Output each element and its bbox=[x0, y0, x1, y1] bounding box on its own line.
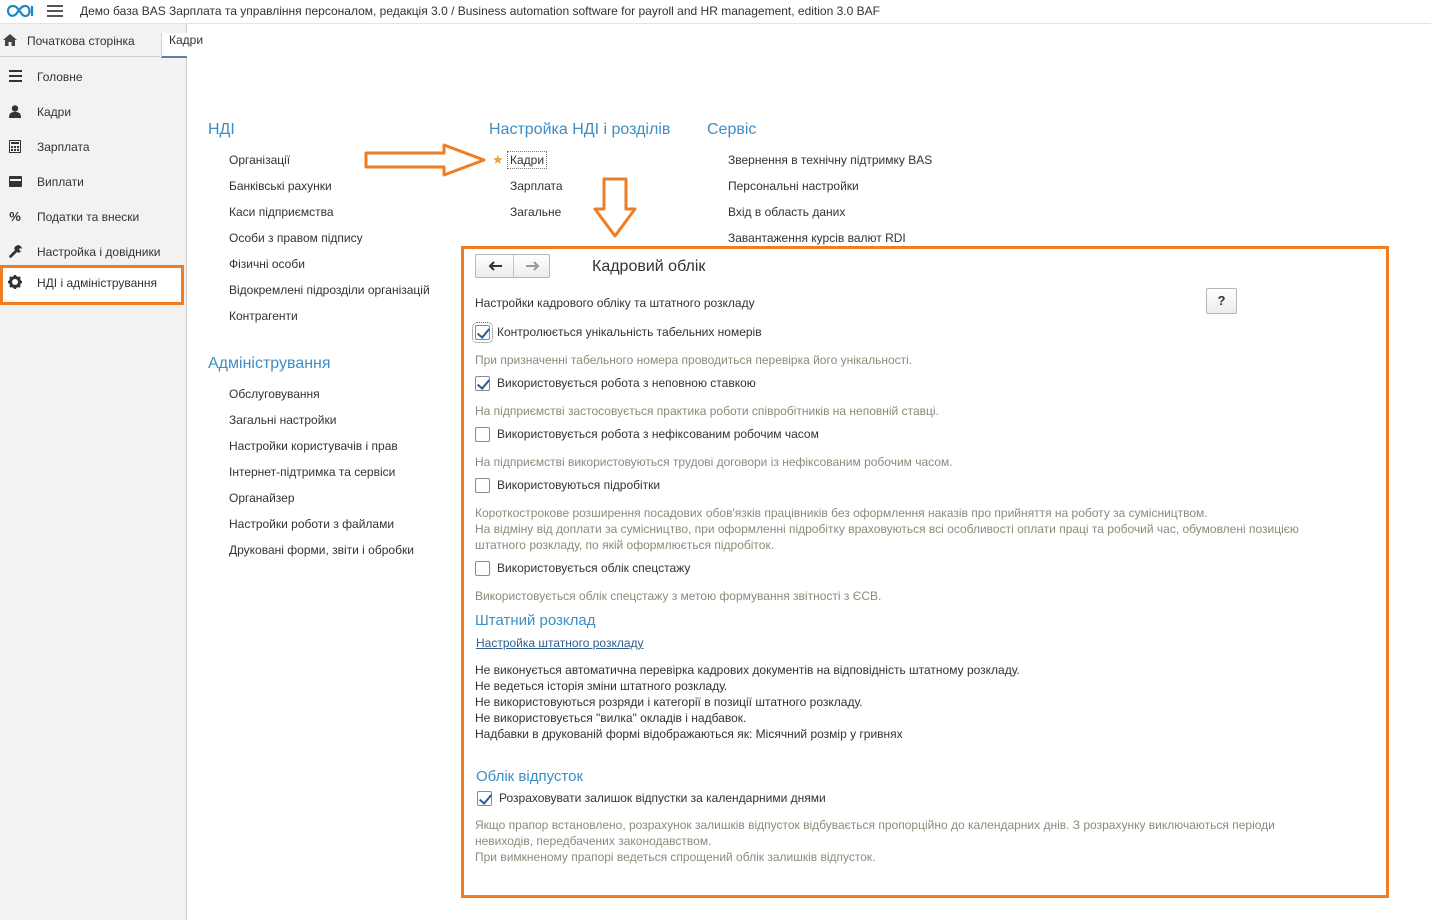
link-signatories[interactable]: Особи з правом підпису bbox=[229, 231, 363, 245]
sidebar-item-label: Податки та внески bbox=[37, 210, 140, 224]
checkbox-label: Використовується робота з неповною ставкою bbox=[497, 376, 756, 390]
sidebar-item-main[interactable] bbox=[0, 59, 187, 93]
title-bar bbox=[0, 0, 1431, 24]
sidebar-item-ndi-admin[interactable] bbox=[0, 265, 184, 305]
checkbox-label: Використовується облік спецстажу bbox=[497, 561, 691, 575]
hr-settings-panel bbox=[461, 246, 1389, 898]
person-icon bbox=[8, 104, 22, 118]
back-button[interactable] bbox=[476, 255, 513, 277]
option-hint-line: На відміну від доплати за сумісництво, при оформленні підробітку враховуються всі особливості оплати праці та робочий час, обумовлені позицією bbox=[475, 522, 1299, 536]
vacation-hint-line: При вимкненому прапорі ведеться спрощений облік залишків відпусток. bbox=[475, 850, 876, 864]
checkbox[interactable] bbox=[475, 561, 490, 576]
right-arrow-annotation-icon bbox=[364, 143, 488, 177]
nav-buttons bbox=[475, 254, 550, 278]
link-counterparties[interactable]: Контрагенти bbox=[229, 309, 298, 323]
gear-icon bbox=[8, 275, 22, 289]
wallet-icon bbox=[8, 174, 22, 188]
sidebar-item-label: Кадри bbox=[37, 105, 72, 119]
arrow-right-icon bbox=[526, 261, 540, 271]
link-data-area-login[interactable]: Вхід в область даних bbox=[728, 205, 846, 219]
link-maintenance[interactable]: Обслуговування bbox=[229, 387, 320, 401]
link-general-settings[interactable]: Загальні настройки bbox=[229, 413, 337, 427]
checkbox[interactable] bbox=[475, 325, 490, 340]
checkbox[interactable] bbox=[475, 427, 490, 442]
section-service-title: Сервіс bbox=[707, 121, 757, 138]
tab-hr[interactable] bbox=[161, 33, 204, 58]
option-hint: На підприємстві використовуються трудові договори із нефіксованим робочим часом. bbox=[475, 455, 953, 469]
tab-home[interactable] bbox=[0, 24, 160, 57]
favorite-star-icon[interactable]: ★ bbox=[492, 152, 504, 167]
option-hint: Використовується облік спецстажу з метою формування звітності з ЄСВ. bbox=[475, 589, 882, 603]
link-settings-hr[interactable]: Кадри bbox=[507, 151, 547, 169]
link-currency-rates[interactable]: Завантаження курсів валют RDI bbox=[728, 231, 906, 245]
link-individuals[interactable]: Фізичні особи bbox=[229, 257, 305, 271]
panel-subtitle: Настройки кадрового обліку та штатного розкладу bbox=[475, 296, 755, 310]
checkbox-label: Використовуються підробітки bbox=[497, 478, 661, 492]
checkbox-label: Розраховувати залишок відпустки за календарними днями bbox=[499, 791, 826, 805]
calculator-icon bbox=[8, 139, 22, 153]
main-menu-icon[interactable] bbox=[47, 5, 63, 17]
option-hint-line: Короткострокове розширення посадових обов'язків працівників без оформлення наказів про прийняття на роботу за сумісництвом. bbox=[475, 506, 1208, 520]
link-settings-salary[interactable]: Зарплата bbox=[510, 179, 563, 193]
bas-logo-icon[interactable] bbox=[5, 3, 35, 19]
arrow-left-icon bbox=[488, 261, 502, 271]
percent-icon: % bbox=[9, 208, 21, 224]
vacation-hint-line: невиходів, передбачених законодавством. bbox=[475, 834, 712, 848]
checkbox[interactable] bbox=[475, 478, 490, 493]
sidebar-item-label: НДІ і адміністрування bbox=[37, 276, 158, 290]
staffing-settings-link[interactable]: Настройка штатного розкладу bbox=[476, 636, 644, 650]
option-hint: На підприємстві застосовується практика роботи співробітників на неповній ставці. bbox=[475, 404, 939, 418]
link-print-forms[interactable]: Друковані форми, звіти і обробки bbox=[229, 543, 414, 557]
link-personal-settings[interactable]: Персональні настройки bbox=[728, 179, 859, 193]
panel-title: Кадровий облік bbox=[592, 258, 706, 275]
app-title: Демо база BAS Зарплата та управління персоналом, редакція 3.0 / Business automation software for payroll and HR management, edition 3.0 BAF bbox=[80, 4, 880, 18]
sidebar-item-label: Виплати bbox=[37, 175, 84, 189]
section-settings-title: Настройка НДІ і розділів bbox=[489, 121, 671, 138]
help-button[interactable]: ? bbox=[1206, 288, 1237, 314]
staffing-line: Не ведеться історія зміни штатного розкладу. bbox=[475, 679, 728, 693]
sidebar-item-settings[interactable] bbox=[0, 234, 187, 268]
link-organizations[interactable]: Організації bbox=[229, 153, 291, 167]
link-file-settings[interactable]: Настройки роботи з файлами bbox=[229, 517, 395, 531]
vacation-title: Облік відпусток bbox=[476, 768, 584, 785]
sidebar-item-label: Головне bbox=[37, 70, 83, 84]
menu-lines-icon bbox=[8, 69, 22, 83]
home-icon bbox=[3, 34, 17, 46]
staffing-title: Штатний розклад bbox=[475, 612, 596, 629]
link-cash-desks[interactable]: Каси підприємства bbox=[229, 205, 334, 219]
link-bank-accounts[interactable]: Банківські рахунки bbox=[229, 179, 332, 193]
link-settings-general[interactable]: Загальне bbox=[510, 205, 562, 219]
sidebar-item-payments[interactable] bbox=[0, 164, 187, 198]
staffing-line: Не використовуються розряди і категорії в позиції штатного розкладу. bbox=[475, 695, 863, 709]
tab-hr-label: Кадри bbox=[169, 33, 204, 47]
staffing-line: Не використовується "вилка" окладів і надбавок. bbox=[475, 711, 747, 725]
option-hint: При призначенні табельного номера проводиться перевірка його унікальності. bbox=[475, 353, 913, 367]
link-subdivisions[interactable]: Відокремлені підрозділи організацій bbox=[229, 283, 430, 297]
option-hint-line: штатного розкладу, по якій оформлюється підробіток. bbox=[475, 538, 775, 552]
vacation-hint-line: Якщо прапор встановлено, розрахунок залишків відпусток відбувається пропорційно до календарних днів. З розрахунку виключаються періоди bbox=[475, 818, 1275, 832]
link-organizer[interactable]: Органайзер bbox=[229, 491, 295, 505]
sidebar-item-hr[interactable] bbox=[0, 94, 187, 128]
sidebar-item-label: Зарплата bbox=[37, 140, 90, 154]
forward-button[interactable] bbox=[514, 255, 551, 277]
link-internet-support[interactable]: Інтернет-підтримка та сервіси bbox=[229, 465, 396, 479]
sidebar-item-salary[interactable] bbox=[0, 129, 187, 163]
link-tech-support[interactable]: Звернення в технічну підтримку BAS bbox=[728, 153, 933, 167]
checkbox-label: Контролюється унікальність табельних номерів bbox=[497, 325, 762, 339]
tab-home-label: Початкова сторінка bbox=[27, 34, 135, 48]
staffing-line: Надбавки в друкованій формі відображаються як: Місячний розмір у гривнях bbox=[475, 727, 903, 741]
sidebar-item-taxes[interactable] bbox=[0, 199, 187, 233]
down-arrow-annotation-icon bbox=[592, 177, 638, 239]
link-user-settings[interactable]: Настройки користувачів і прав bbox=[229, 439, 398, 453]
wrench-icon bbox=[8, 244, 22, 258]
checkbox[interactable] bbox=[477, 791, 492, 806]
sidebar bbox=[0, 24, 187, 920]
section-ndi-title: НДІ bbox=[208, 121, 235, 138]
checkbox-label: Використовується робота з нефіксованим робочим часом bbox=[497, 427, 819, 441]
section-admin-title: Адміністрування bbox=[208, 355, 331, 372]
sidebar-item-label: Настройка і довідники bbox=[37, 245, 161, 259]
staffing-line: Не виконується автоматична перевірка кадрових документів на відповідність штатному розкладу. bbox=[475, 663, 1020, 677]
checkbox[interactable] bbox=[475, 376, 490, 391]
